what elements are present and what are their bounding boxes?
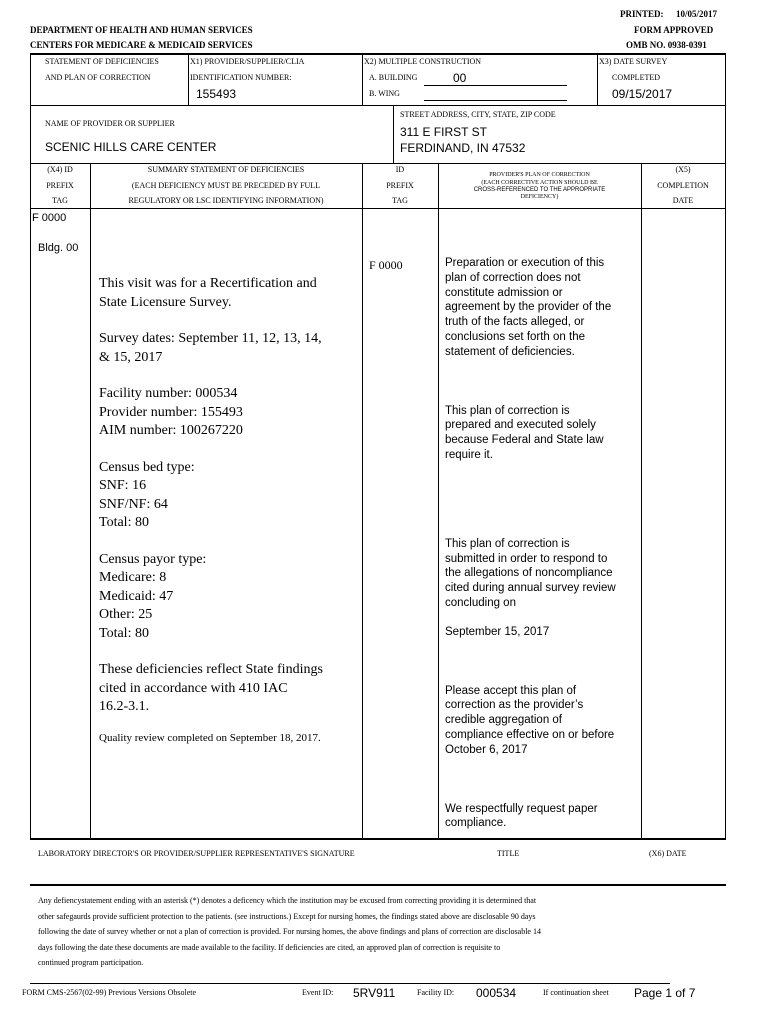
summary-line: Other: 25 <box>99 607 153 622</box>
summary-line: AIM number: 100267220 <box>99 423 243 438</box>
x3-label-2: COMPLETED <box>612 73 660 82</box>
poc-para-1 <box>445 256 639 360</box>
facility-id-value: 000534 <box>476 986 517 1000</box>
signature-divider <box>30 884 726 886</box>
col-id-border <box>438 163 439 839</box>
poc-line: Please accept this plan of <box>445 684 577 697</box>
poc-line: conclusions set forth on the <box>445 330 585 343</box>
printed-date: 10/05/2017 <box>676 9 718 19</box>
form-approved: FORM APPROVED <box>634 25 714 35</box>
summary-para-3 <box>99 385 359 441</box>
tag-prefix-left: F 0000 <box>32 212 67 224</box>
disclaimer-line: days following the date these documents are made available to the facility. If deficiencies are cited, an approved plan of correction is requisite to <box>38 942 501 952</box>
summary-line: Medicare: 8 <box>99 570 167 585</box>
building-tag: Bldg. 00 <box>38 242 79 254</box>
building-value: 00 <box>453 71 467 85</box>
disclaimer-line: continued program participation. <box>38 958 144 967</box>
wing-label: B. WING <box>369 89 400 98</box>
poc-line: the allegations of noncompliance <box>445 567 613 580</box>
bottom-border <box>30 838 726 840</box>
x4-label-3: TAG <box>52 196 68 205</box>
summary-para-6 <box>99 661 359 717</box>
disclaimer-line: following the date of survey whether or not a plan of correction is provided. For nursing homes, the above findings and plans of correction are disclosable 14 <box>38 927 541 936</box>
quality-review-note: Quality review completed on September 18, 2017. <box>99 732 321 744</box>
poc-line: require it. <box>445 448 493 461</box>
building-label: A. BUILDING <box>369 73 418 82</box>
poc-line: compliance. <box>445 817 507 830</box>
summary-para-2 <box>99 330 359 367</box>
top-border <box>30 53 726 55</box>
continuation-label: If continuation sheet <box>543 988 609 997</box>
summary-line: cited in accordance with 410 IAC <box>99 680 288 696</box>
box-divider-1 <box>30 105 597 106</box>
x5-label-1: (X5) <box>675 165 691 174</box>
summary-line: Census bed type: <box>99 459 195 475</box>
poc-line: September 15, 2017 <box>445 625 550 638</box>
summary-statement <box>99 275 359 717</box>
x2-label: X2) MULTIPLE CONSTRUCTION <box>364 57 482 66</box>
disclaimer-line: other safegaurds provide sufficient protection to the patients. (see instructions.) Except for nursing homes, the findings stated above are disclosable 90 days <box>38 911 536 921</box>
poc-header-4: DEFICIENCY) <box>520 194 559 200</box>
poc-line: cited during annual survey review <box>445 582 616 595</box>
disclaimer-line: Any defiencystatement ending with an asterisk (*) denotes a deficency which the institution may be excused from correcting providing it is determined that <box>38 896 537 905</box>
summary-line: Total: 80 <box>99 515 149 530</box>
id-label-3: TAG <box>392 196 408 205</box>
tag-prefix-mid: F 0000 <box>369 258 403 272</box>
right-border <box>725 53 726 839</box>
poc-line: agreement by the provider of the <box>445 301 612 314</box>
provider-name-value: SCENIC HILLS CARE CENTER <box>45 140 217 154</box>
poc-line: credible aggregation of <box>445 714 562 727</box>
summary-line: This visit was for a Recertification and <box>99 276 317 291</box>
summary-line: SNF/NF: 64 <box>99 496 168 512</box>
printed-label: PRINTED: <box>620 9 664 19</box>
summary-line: SNF: 16 <box>99 478 147 493</box>
col-x3-border <box>597 53 598 106</box>
summary-line: 16.2-3.1. <box>99 699 150 714</box>
disclaimer <box>38 893 718 971</box>
poc-line: We respectfully request paper <box>445 802 598 815</box>
street-label: STREET ADDRESS, CITY, STATE, ZIP CODE <box>400 110 556 119</box>
address-border <box>393 105 394 163</box>
box-divider-2 <box>597 105 725 106</box>
summary-header-3: REGULATORY OR LSC IDENTIFYING INFORMATION) <box>128 196 324 205</box>
facility-id-label: Facility ID: <box>417 988 455 997</box>
x3-label-1: X3) DATE SURVEY <box>599 57 668 66</box>
summary-para-5 <box>99 551 359 644</box>
summary-line: Census payor type: <box>99 551 207 567</box>
survey-date-value: 09/15/2017 <box>612 87 673 101</box>
omb-number: OMB NO. 0938-0391 <box>626 40 707 50</box>
poc-line: plan of correction does not <box>445 271 581 284</box>
box-divider-4 <box>30 208 726 209</box>
poc-para-4 <box>445 625 639 640</box>
poc-line: truth of the facts alleged, or <box>445 316 585 329</box>
event-id-value: 5RV911 <box>353 986 396 1000</box>
summary-line: Medicaid: 47 <box>99 588 174 604</box>
x5-label-3: DATE <box>672 196 694 205</box>
poc-header-3: CROSS-REFERENCED TO THE APPROPRIATE <box>473 187 606 193</box>
city-value: FERDINAND, IN 47532 <box>400 141 526 155</box>
poc-line: This plan of correction is <box>445 537 570 550</box>
building-underline <box>424 85 567 86</box>
plan-of-correction <box>445 256 639 831</box>
poc-para-3 <box>445 537 639 611</box>
footer-divider <box>30 983 670 984</box>
summary-line: Facility number: 000534 <box>99 386 238 401</box>
summary-line: These deficiencies reflect State findings <box>99 662 323 677</box>
centers-title: CENTERS FOR MEDICARE & MEDICAID SERVICES <box>30 40 253 50</box>
poc-header-1: PROVIDER'S PLAN OF CORRECTION <box>489 172 590 178</box>
wing-underline <box>424 100 567 101</box>
summary-header-1: SUMMARY STATEMENT OF DEFICIENCIES <box>147 165 305 174</box>
poc-line: concluding on <box>445 596 516 609</box>
poc-line: submitted in order to respond to <box>445 552 608 565</box>
statement-label-2: AND PLAN OF CORRECTION <box>45 73 151 82</box>
col-x1-border <box>188 53 189 106</box>
signature-label: LABORATORY DIRECTOR'S OR PROVIDER/SUPPLIER REPRESENTATIVE'S SIGNATURE <box>38 849 355 858</box>
poc-line: This plan of correction is <box>445 404 570 417</box>
x1-value: 155493 <box>196 87 237 101</box>
poc-line: statement of deficiencies. <box>445 345 575 358</box>
summary-header-2: (EACH DEFICIENCY MUST BE PRECEDED BY FULL <box>131 181 321 190</box>
provider-name-label: NAME OF PROVIDER OR SUPPLIER <box>45 119 175 128</box>
summary-line: Provider number: 155493 <box>99 404 243 420</box>
poc-para-5 <box>445 684 639 758</box>
id-label-1: ID <box>395 165 405 174</box>
summary-line: & 15, 2017 <box>99 349 163 365</box>
page-number: Page 1 of 7 <box>634 986 696 1000</box>
poc-header-2: (EACH CORRECTIVE ACTION SHOULD BE <box>481 180 598 186</box>
box-divider-3 <box>30 163 726 164</box>
statement-label-1: STATEMENT OF DEFICIENCIES <box>45 57 159 66</box>
form-number: FORM CMS-2567(02-99) Previous Versions Obsolete <box>22 988 197 997</box>
x6-date-label: (X6) DATE <box>649 849 687 858</box>
department-title: DEPARTMENT OF HEALTH AND HUMAN SERVICES <box>30 25 253 35</box>
title-label: TITLE <box>497 849 520 858</box>
poc-line: because Federal and State law <box>445 434 604 447</box>
x1-label-1: X1) PROVIDER/SUPPLIER/CLIA <box>190 57 305 66</box>
col-poc-border <box>641 163 642 839</box>
poc-line: Preparation or execution of this <box>445 257 605 269</box>
summary-line: Survey dates: September 11, 12, 13, 14, <box>99 331 322 346</box>
poc-line: correction as the provider’s <box>445 699 584 712</box>
summary-line: State Licensure Survey. <box>99 294 232 310</box>
col-prefix-border <box>90 163 91 839</box>
summary-para-1 <box>99 275 359 312</box>
col-x2-border <box>362 53 363 106</box>
poc-para-6 <box>445 802 639 832</box>
poc-line: compliance effective on or before <box>445 728 615 741</box>
poc-line: constitute admission or <box>445 286 563 299</box>
poc-line: prepared and executed solely <box>445 419 596 432</box>
summary-para-4 <box>99 459 359 533</box>
summary-line: Total: 80 <box>99 625 149 641</box>
x4-label-1: (X4) ID <box>47 165 73 174</box>
event-id-label: Event ID: <box>302 988 334 997</box>
x5-label-2: COMPLETION <box>657 181 709 190</box>
x4-label-2: PREFIX <box>46 181 74 190</box>
street-value: 311 E FIRST ST <box>400 125 487 139</box>
col-summary-border <box>362 163 363 839</box>
poc-para-2 <box>445 404 639 463</box>
poc-line: October 6, 2017 <box>445 743 528 756</box>
id-label-2: PREFIX <box>386 181 414 190</box>
x1-label-2: IDENTIFICATION NUMBER: <box>190 73 292 82</box>
